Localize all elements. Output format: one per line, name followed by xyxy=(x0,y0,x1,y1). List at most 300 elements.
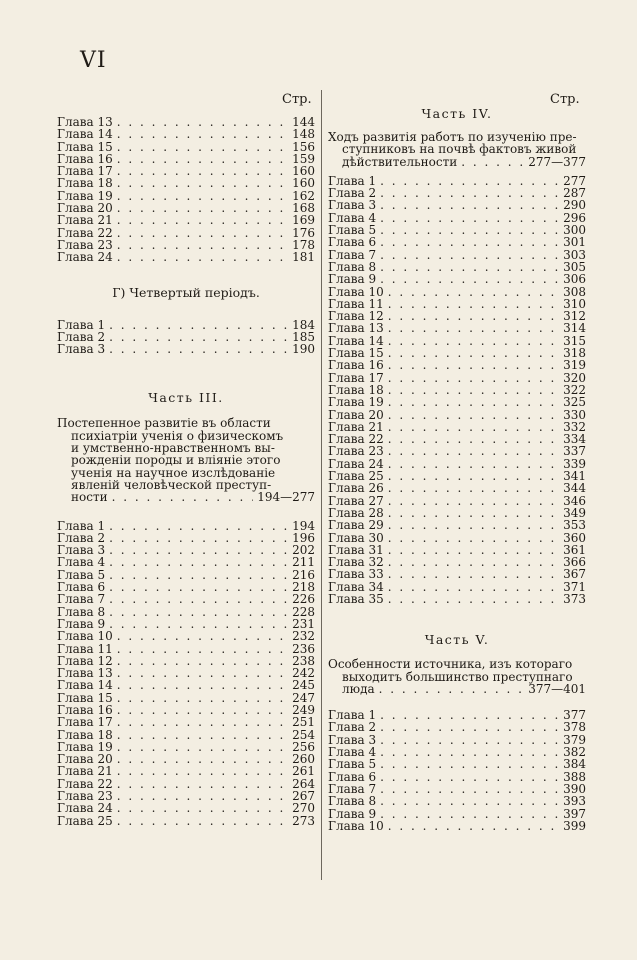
page-number: VI xyxy=(80,48,107,73)
leader-dots xyxy=(117,778,287,790)
chapter-page-number: 332 xyxy=(563,419,586,434)
chapter-page-number: 148 xyxy=(292,127,315,142)
leader-dots xyxy=(117,704,287,716)
chapter-page-number: 211 xyxy=(292,555,315,570)
chapter-label: Глава 18 xyxy=(328,382,384,397)
leader-dots xyxy=(380,771,558,783)
chapter-page-number: 190 xyxy=(292,342,315,357)
part-3-desc-line: явленій человѣческой преступ- xyxy=(71,477,272,492)
leader-dots xyxy=(117,190,287,202)
leader-dots xyxy=(109,618,287,630)
toc-entry xyxy=(57,214,315,226)
leader-dots xyxy=(380,261,558,273)
leader-dots xyxy=(388,286,558,298)
chapter-page-number: 144 xyxy=(292,115,315,129)
leader-dots xyxy=(117,239,287,251)
leader-dots xyxy=(380,273,558,285)
toc-entry xyxy=(328,445,586,457)
chapter-page-number: 218 xyxy=(292,580,315,595)
chapter-page-number: 301 xyxy=(563,235,586,250)
chapter-page-number: 160 xyxy=(292,164,315,179)
chapter-page-number: 390 xyxy=(563,781,586,796)
toc-entry xyxy=(328,532,586,544)
leader-dots xyxy=(388,445,558,457)
leader-dots xyxy=(380,199,558,211)
chapter-label: Глава 5 xyxy=(328,223,377,238)
leader-dots xyxy=(388,519,558,531)
leader-dots xyxy=(117,692,287,704)
chapter-label: Глава 21 xyxy=(328,419,384,434)
chapter-page-number: 371 xyxy=(563,579,586,594)
chapter-label: Глава 9 xyxy=(328,806,377,821)
part-5-desc-range-line xyxy=(328,683,586,695)
chapter-page-number: 308 xyxy=(563,284,586,299)
toc-entry xyxy=(57,815,315,827)
chapter-page-number: 169 xyxy=(292,213,315,228)
leader-dots xyxy=(117,153,287,165)
leader-dots xyxy=(109,319,287,331)
leader-dots xyxy=(117,227,287,239)
toc-entry xyxy=(328,758,586,770)
chapter-page-number: 270 xyxy=(292,801,315,816)
leader-dots xyxy=(117,177,287,189)
leader-dots xyxy=(109,331,287,343)
chapter-page-number: 310 xyxy=(563,296,586,311)
leader-dots xyxy=(117,116,287,128)
leader-dots xyxy=(109,343,287,355)
chapter-page-number: 160 xyxy=(292,176,315,191)
chapter-label: Глава 15 xyxy=(57,690,113,705)
chapter-page-number: 360 xyxy=(563,530,586,545)
chapter-page-number: 168 xyxy=(292,201,315,216)
chapter-label: Глава 14 xyxy=(328,333,384,348)
leader-dots xyxy=(380,175,558,187)
toc-entry xyxy=(328,593,586,605)
part-3-desc-range-line xyxy=(57,491,315,503)
leader-dots xyxy=(109,544,287,556)
chapter-page-number: 325 xyxy=(563,395,586,410)
chapter-label: Глава 6 xyxy=(328,769,377,784)
chapter-page-number: 305 xyxy=(563,259,586,274)
chapter-page-number: 379 xyxy=(563,732,586,747)
chapter-label: Глава 23 xyxy=(57,237,113,252)
chapter-label: Глава 34 xyxy=(328,579,384,594)
toc-entry xyxy=(57,520,315,532)
leader-dots xyxy=(117,790,287,802)
chapter-label: Глава 2 xyxy=(328,720,377,735)
chapter-page-number: 162 xyxy=(292,188,315,203)
toc-entry xyxy=(328,409,586,421)
chapter-label: Глава 22 xyxy=(328,432,384,447)
chapter-label: Глава 31 xyxy=(328,542,384,557)
toc-entry xyxy=(57,319,315,331)
toc-entry xyxy=(328,808,586,820)
chapter-page-number: 382 xyxy=(563,745,586,760)
leader-dots xyxy=(388,433,558,445)
chapter-page-number: 185 xyxy=(292,329,315,344)
toc-entry xyxy=(328,236,586,248)
toc-group-period-d xyxy=(57,319,315,356)
part-5-desc-line: выходитъ большинство преступнаго xyxy=(342,669,573,684)
leader-dots xyxy=(117,655,287,667)
leader-dots xyxy=(117,753,287,765)
chapter-label: Глава 24 xyxy=(57,250,113,265)
chapter-label: Глава 13 xyxy=(57,666,113,681)
chapter-page-number: 216 xyxy=(292,567,315,582)
chapter-page-number: 330 xyxy=(563,407,586,422)
chapter-page-number: 273 xyxy=(292,813,315,828)
part-4-desc-line: ступниковъ на почвѣ фактовъ живой xyxy=(342,142,577,157)
chapter-page-number: 264 xyxy=(292,776,315,791)
chapter-label: Глава 1 xyxy=(57,518,106,533)
toc-group-period-c-continued xyxy=(57,116,315,264)
chapter-page-number: 337 xyxy=(563,444,586,459)
chapter-page-number: 300 xyxy=(563,223,586,238)
toc-entry xyxy=(328,482,586,494)
chapter-label: Глава 30 xyxy=(328,530,384,545)
chapter-label: Глава 27 xyxy=(328,493,384,508)
toc-entry xyxy=(57,765,315,777)
leader-dots xyxy=(388,556,558,568)
chapter-page-number: 236 xyxy=(292,641,315,656)
toc-entry xyxy=(328,721,586,733)
toc-entry xyxy=(57,556,315,568)
chapter-label: Глава 5 xyxy=(57,567,106,582)
leader-dots xyxy=(117,214,287,226)
leader-dots xyxy=(388,372,558,384)
leader-dots xyxy=(388,310,558,322)
chapter-page-number: 184 xyxy=(292,317,315,332)
chapter-label: Глава 5 xyxy=(328,757,377,772)
chapter-page-number: 290 xyxy=(563,198,586,213)
chapter-page-number: 353 xyxy=(563,518,586,533)
chapter-label: Глава 33 xyxy=(328,567,384,582)
leader-dots xyxy=(388,820,558,832)
chapter-page-number: 159 xyxy=(292,151,315,166)
leader-dots xyxy=(117,802,287,814)
leader-dots xyxy=(117,251,287,263)
leader-dots xyxy=(117,667,287,679)
chapter-page-number: 399 xyxy=(563,818,586,833)
leader-dots xyxy=(109,593,287,605)
toc-entry xyxy=(57,679,315,691)
chapter-label: Глава 22 xyxy=(57,225,113,240)
chapter-label: Глава 8 xyxy=(57,604,106,619)
leader-dots xyxy=(117,128,287,140)
chapter-page-number: 261 xyxy=(292,764,315,779)
part-4-description xyxy=(328,131,586,168)
toc-entry xyxy=(328,199,586,211)
leader-dots xyxy=(388,322,558,334)
part-5-desc-line: люда xyxy=(342,681,375,696)
chapter-label: Глава 4 xyxy=(328,210,377,225)
chapter-page-number: 361 xyxy=(563,542,586,557)
leader-dots xyxy=(388,384,558,396)
toc-entry xyxy=(57,128,315,140)
chapter-label: Глава 4 xyxy=(328,745,377,760)
leader-dots xyxy=(109,569,287,581)
chapter-label: Глава 14 xyxy=(57,127,113,142)
chapter-page-number: 349 xyxy=(563,505,586,520)
leader-dots xyxy=(380,746,558,758)
chapter-label: Глава 15 xyxy=(328,346,384,361)
leader-dots xyxy=(380,187,558,199)
leader-dots xyxy=(388,593,558,605)
toc-entry xyxy=(57,802,315,814)
chapter-page-number: 238 xyxy=(292,653,315,668)
chapter-page-number: 247 xyxy=(292,690,315,705)
column-divider xyxy=(321,90,322,880)
chapter-page-number: 277 xyxy=(563,173,586,188)
leader-dots xyxy=(388,470,558,482)
part-3-desc-line: Постепенное развитіе въ области xyxy=(57,416,271,431)
leader-dots xyxy=(112,491,254,503)
leader-dots xyxy=(117,679,287,691)
chapter-label: Глава 26 xyxy=(328,481,384,496)
chapter-label: Глава 2 xyxy=(57,329,106,344)
chapter-page-number: 367 xyxy=(563,567,586,582)
chapter-label: Глава 1 xyxy=(328,708,377,723)
toc-entry xyxy=(328,568,586,580)
chapter-label: Глава 23 xyxy=(57,789,113,804)
toc-entry xyxy=(57,643,315,655)
part-3-desc-line: ученія на научное изслѣдованіе xyxy=(71,465,276,480)
leader-dots xyxy=(388,581,558,593)
leader-dots xyxy=(388,532,558,544)
chapter-label: Глава 32 xyxy=(328,555,384,570)
chapter-page-number: 202 xyxy=(292,543,315,558)
part-3-title: Часть III. xyxy=(148,390,224,406)
leader-dots xyxy=(388,568,558,580)
page-column-header-left: Стр. xyxy=(282,92,312,107)
part-5-desc-line: Особенности источника, изъ котораго xyxy=(328,657,573,672)
chapter-label: Глава 1 xyxy=(328,173,377,188)
leader-dots xyxy=(388,409,558,421)
chapter-label: Глава 19 xyxy=(57,739,113,754)
chapter-label: Глава 29 xyxy=(328,518,384,533)
chapter-label: Глава 18 xyxy=(57,727,113,742)
part-5-title: Часть V. xyxy=(424,632,490,648)
chapter-page-number: 287 xyxy=(563,186,586,201)
right-column xyxy=(328,106,586,832)
leader-dots xyxy=(380,758,558,770)
part-4-title: Часть IV. xyxy=(421,106,493,121)
chapter-page-number: 178 xyxy=(292,237,315,252)
leader-dots xyxy=(380,709,558,721)
chapter-page-number: 181 xyxy=(292,250,315,265)
leader-dots xyxy=(388,544,558,556)
chapter-page-number: 251 xyxy=(292,715,315,730)
chapter-label: Глава 11 xyxy=(57,641,113,656)
leader-dots xyxy=(109,532,287,544)
chapter-page-number: 388 xyxy=(563,769,586,784)
chapter-page-number: 318 xyxy=(563,346,586,361)
chapter-page-number: 393 xyxy=(563,794,586,809)
chapter-page-number: 320 xyxy=(563,370,586,385)
leader-dots xyxy=(380,734,558,746)
toc-entry xyxy=(57,343,315,355)
chapter-page-number: 384 xyxy=(563,757,586,772)
leader-dots xyxy=(380,249,558,261)
leader-dots xyxy=(117,741,287,753)
chapter-page-number: 232 xyxy=(292,629,315,644)
leader-dots xyxy=(388,495,558,507)
toc-entry xyxy=(328,820,586,832)
chapter-label: Глава 10 xyxy=(57,629,113,644)
chapter-label: Глава 10 xyxy=(328,818,384,833)
chapter-page-number: 366 xyxy=(563,555,586,570)
leader-dots xyxy=(388,359,558,371)
toc-entry xyxy=(57,177,315,189)
chapter-label: Глава 17 xyxy=(57,164,113,179)
leader-dots xyxy=(117,716,287,728)
chapter-label: Глава 17 xyxy=(328,370,384,385)
chapter-page-number: 378 xyxy=(563,720,586,735)
left-column xyxy=(57,116,315,827)
chapter-page-number: 341 xyxy=(563,469,586,484)
chapter-label: Глава 16 xyxy=(57,151,113,166)
part-3-desc-line: и умственно-нравственномъ вы- xyxy=(71,441,275,456)
chapter-label: Глава 24 xyxy=(57,801,113,816)
chapter-label: Глава 16 xyxy=(328,358,384,373)
leader-dots xyxy=(388,298,558,310)
chapter-label: Глава 7 xyxy=(57,592,106,607)
chapter-label: Глава 12 xyxy=(328,309,384,324)
chapter-label: Глава 25 xyxy=(57,813,113,828)
chapter-label: Глава 21 xyxy=(57,764,113,779)
leader-dots xyxy=(388,335,558,347)
chapter-page-number: 260 xyxy=(292,752,315,767)
toc-entry xyxy=(57,251,315,263)
chapter-label: Глава 7 xyxy=(328,247,377,262)
chapter-page-number: 306 xyxy=(563,272,586,287)
chapter-page-number: 346 xyxy=(563,493,586,508)
chapter-page-number: 339 xyxy=(563,456,586,471)
part-3-desc-line: ности xyxy=(71,490,108,505)
chapter-label: Глава 4 xyxy=(57,555,106,570)
chapter-label: Глава 28 xyxy=(328,505,384,520)
chapter-label: Глава 20 xyxy=(328,407,384,422)
toc-entry xyxy=(328,519,586,531)
leader-dots xyxy=(109,581,287,593)
chapter-page-number: 196 xyxy=(292,530,315,545)
chapter-label: Глава 20 xyxy=(57,201,113,216)
leader-dots xyxy=(388,482,558,494)
leader-dots xyxy=(380,212,558,224)
leader-dots xyxy=(117,630,287,642)
leader-dots xyxy=(117,643,287,655)
chapter-label: Глава 9 xyxy=(328,272,377,287)
leader-dots xyxy=(380,808,558,820)
leader-dots xyxy=(380,795,558,807)
toc-group-part-3 xyxy=(57,520,315,827)
leader-dots xyxy=(109,606,287,618)
chapter-label: Глава 12 xyxy=(57,653,113,668)
chapter-page-number: 254 xyxy=(292,727,315,742)
chapter-label: Глава 3 xyxy=(57,342,106,357)
leader-dots xyxy=(109,556,287,568)
leader-dots xyxy=(380,224,558,236)
chapter-page-number: 315 xyxy=(563,333,586,348)
leader-dots xyxy=(117,765,287,777)
leader-dots xyxy=(117,202,287,214)
chapter-page-number: 249 xyxy=(292,702,315,717)
page-column-header-right: Стр. xyxy=(550,92,580,107)
chapter-label: Глава 1 xyxy=(57,317,106,332)
toc-entry xyxy=(328,322,586,334)
leader-dots xyxy=(117,141,287,153)
chapter-page-number: 319 xyxy=(563,358,586,373)
part-4-desc-line: дѣйствительности xyxy=(342,154,458,169)
chapter-page-number: 373 xyxy=(563,591,586,606)
chapter-label: Глава 13 xyxy=(328,321,384,336)
chapter-label: Глава 22 xyxy=(57,776,113,791)
chapter-label: Глава 21 xyxy=(57,213,113,228)
part-3-page-range: 194—277 xyxy=(257,490,315,505)
chapter-label: Глава 8 xyxy=(328,259,377,274)
chapter-label: Глава 18 xyxy=(57,176,113,191)
toc-entry xyxy=(328,396,586,408)
leader-dots xyxy=(380,721,558,733)
chapter-page-number: 245 xyxy=(292,678,315,693)
chapter-page-number: 322 xyxy=(563,382,586,397)
chapter-label: Глава 17 xyxy=(57,715,113,730)
chapter-label: Глава 3 xyxy=(328,732,377,747)
chapter-label: Глава 7 xyxy=(328,781,377,796)
chapter-page-number: 344 xyxy=(563,481,586,496)
chapter-label: Глава 13 xyxy=(57,115,113,129)
leader-dots xyxy=(388,396,558,408)
chapter-label: Глава 10 xyxy=(328,284,384,299)
leader-dots xyxy=(388,458,558,470)
chapter-page-number: 194 xyxy=(292,518,315,533)
chapter-page-number: 226 xyxy=(292,592,315,607)
chapter-label: Глава 15 xyxy=(57,139,113,154)
chapter-label: Глава 19 xyxy=(57,188,113,203)
chapter-page-number: 334 xyxy=(563,432,586,447)
leader-dots xyxy=(379,683,525,695)
chapter-label: Глава 11 xyxy=(328,296,384,311)
chapter-label: Глава 9 xyxy=(57,616,106,631)
chapter-label: Глава 19 xyxy=(328,395,384,410)
chapter-label: Глава 3 xyxy=(328,198,377,213)
chapter-page-number: 314 xyxy=(563,321,586,336)
chapter-page-number: 156 xyxy=(292,139,315,154)
chapter-label: Глава 2 xyxy=(57,530,106,545)
leader-dots xyxy=(388,507,558,519)
chapter-page-number: 377 xyxy=(563,708,586,723)
chapter-page-number: 176 xyxy=(292,225,315,240)
leader-dots xyxy=(461,156,524,168)
part-4-desc-line: Ходъ развитія работъ по изученію пре- xyxy=(328,130,577,144)
leader-dots xyxy=(388,347,558,359)
chapter-label: Глава 35 xyxy=(328,591,384,606)
chapter-page-number: 303 xyxy=(563,247,586,262)
toc-entry xyxy=(328,286,586,298)
chapter-label: Глава 16 xyxy=(57,702,113,717)
chapter-page-number: 267 xyxy=(292,789,315,804)
leader-dots xyxy=(380,236,558,248)
toc-group-part-5 xyxy=(328,709,586,832)
chapter-label: Глава 2 xyxy=(328,186,377,201)
part-4-desc-range-line xyxy=(328,156,586,168)
chapter-page-number: 228 xyxy=(292,604,315,619)
toc-entry xyxy=(328,273,586,285)
toc-entry xyxy=(57,593,315,605)
toc-entry xyxy=(328,359,586,371)
chapter-page-number: 312 xyxy=(563,309,586,324)
leader-dots xyxy=(117,815,287,827)
